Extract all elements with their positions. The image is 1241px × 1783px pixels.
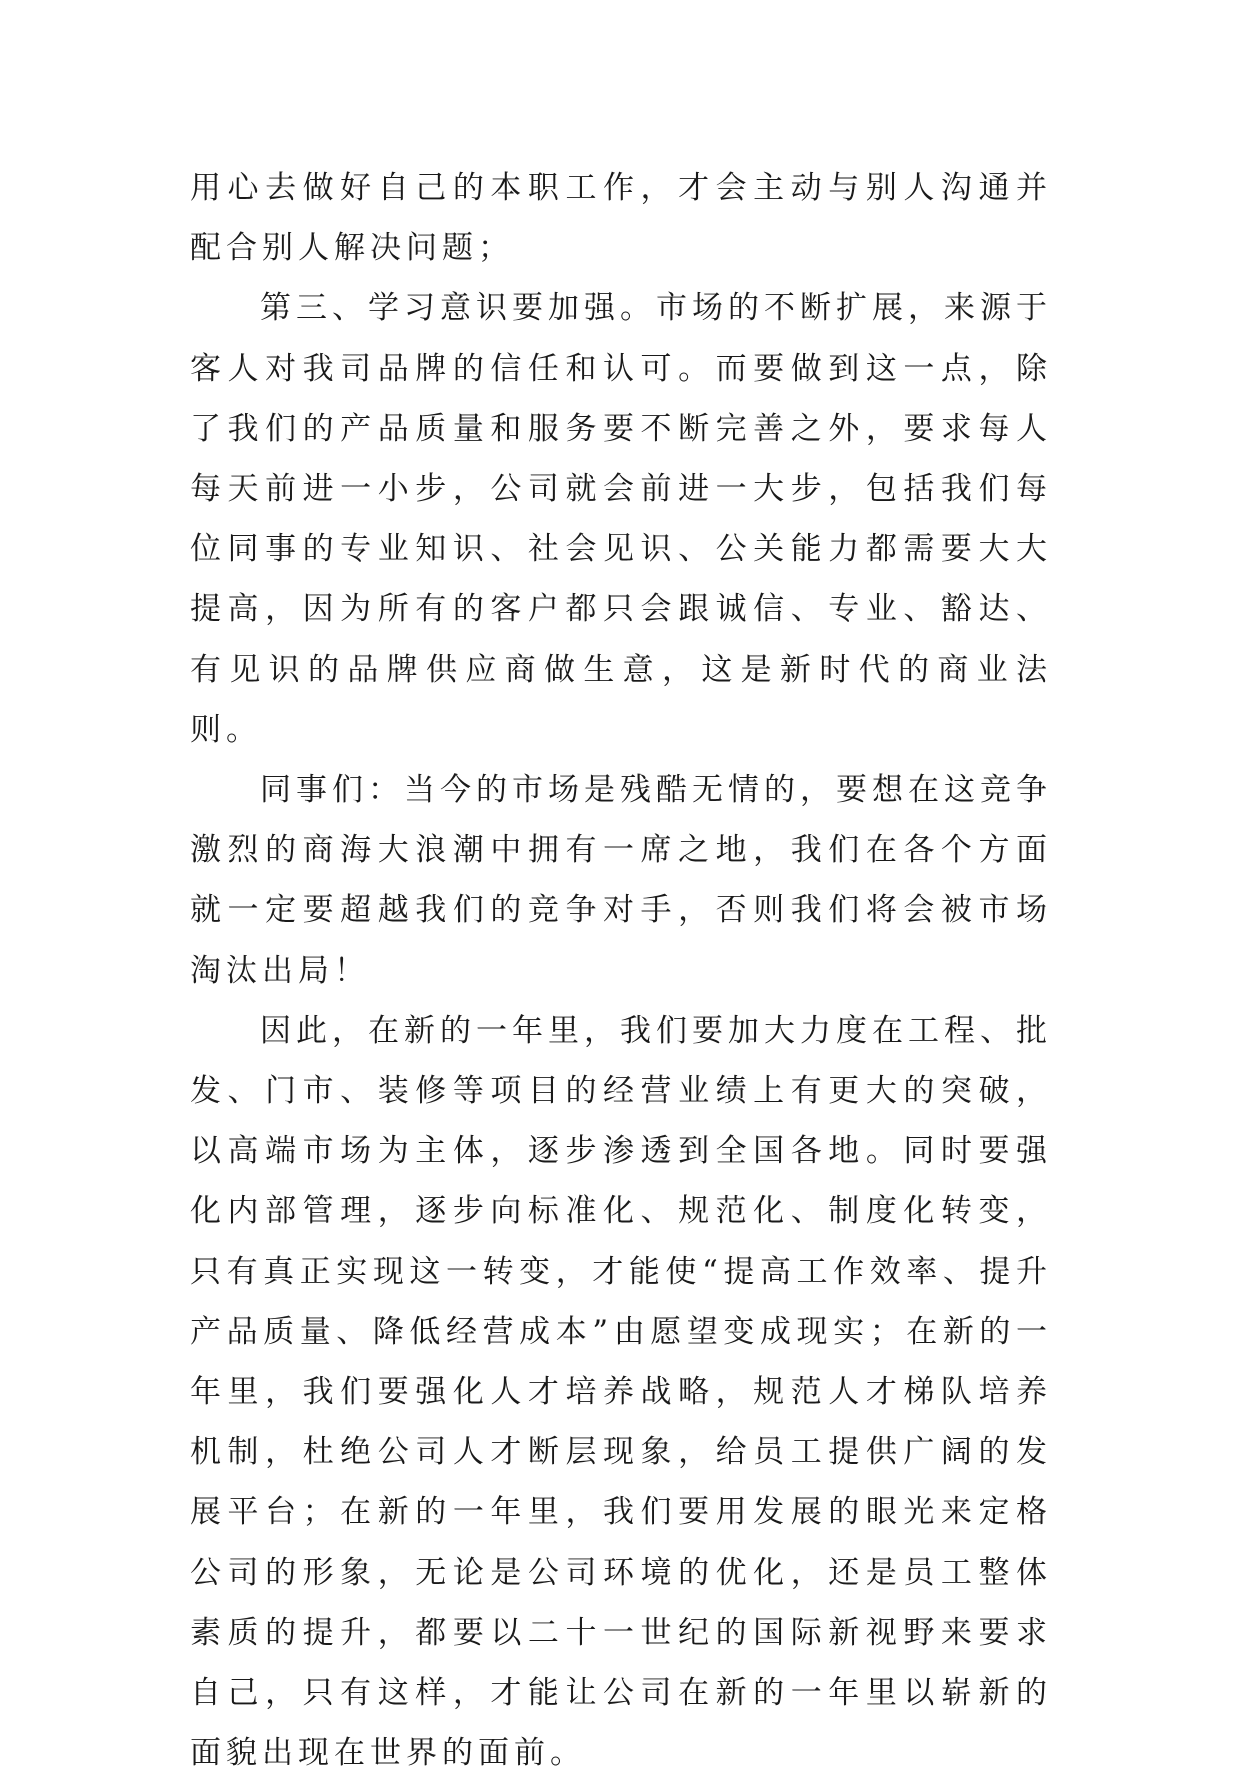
paragraph-1: 用心去做好自己的本职工作，才会主动与别人沟通并配合别人解决问题； [190,170,1052,267]
paragraph-3: 同事们：当今的市场是残酷无情的，要想在这竞争激烈的商海大浪潮中拥有一席之地，我们在各个方面就一定要超越我们的竞争对手，否则我们将会被市场淘汰出局！ [190,772,1052,989]
document-body [190,158,1052,1783]
paragraph-2: 第三、学习意识要加强。市场的不断扩展，来源于客人对我司品牌的信任和认可。而要做到这一点，除了我们的产品质量和服务要不断完善之外，要求每人每天前进一小步，公司就会前进一大步，包括我们每位同事的专业知识、社会见识、公关能力都需要大大提高，因为所有的客户都只会跟诚信、专业、豁达、有见识的品牌供应商做生意，这是新时代的商业法则。 [190,290,1052,748]
paragraph-4: 因此，在新的一年里，我们要加大力度在工程、批发、门市、装修等项目的经营业绩上有更大的突破，以高端市场为主体，逐步渗透到全国各地。同时要强化内部管理，逐步向标准化、规范化、制度化转变，只有真正实现这一转变，才能使“提高工作效率、提升产品质量、降低经营成本”由愿望变成现实；在新的一年里，我们要强化人才培养战略，规范人才梯队培养机制，杜绝公司人才断层现象，给员工提供广阔的发展平台；在新的一年里，我们要用发展的眼光来定格公司的形象，无论是公司环境的优化，还是员工整体素质的提升，都要以二十一世纪的国际新视野来要求自己，只有这样，才能让公司在新的一年里以崭新的面貌出现在世界的面前。 [190,1012,1052,1772]
